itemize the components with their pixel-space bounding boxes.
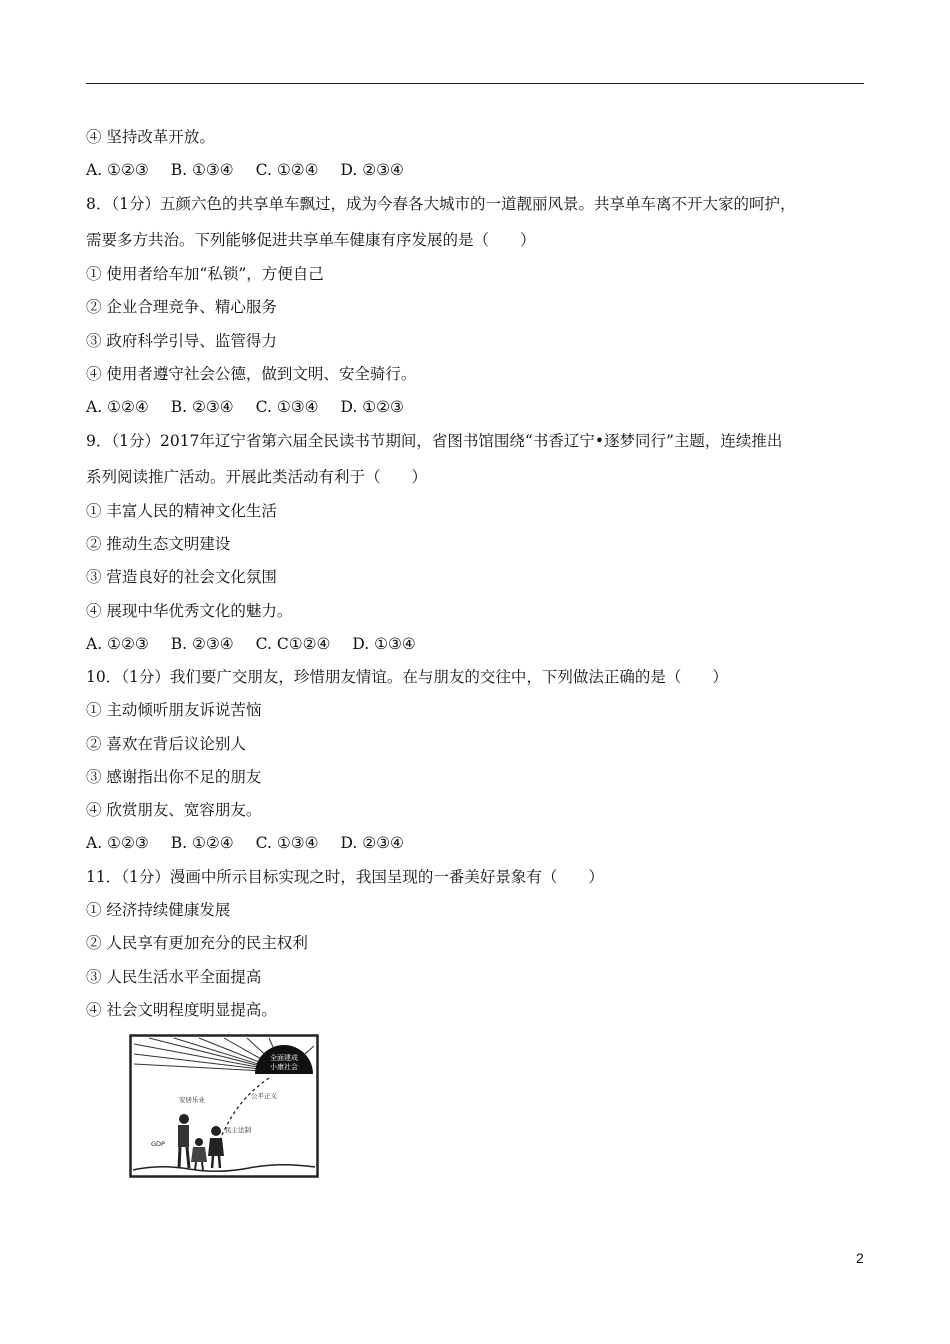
q9-answer-b[interactable]: B. ②③④	[170, 635, 234, 653]
q10-answer-a[interactable]: A. ①②③	[86, 834, 149, 852]
q8-answer-a[interactable]: A. ①②④	[86, 398, 149, 416]
q8-answer-choices	[86, 397, 426, 417]
label-democracy: 民主法制	[225, 1126, 251, 1134]
q9-option-1: ① 丰富人民的精神文化生活	[86, 502, 277, 520]
q10-answer-c[interactable]: C. ①③④	[255, 834, 319, 852]
q10-answer-choices	[86, 833, 426, 853]
q8-option-4: ④ 使用者遵守社会公德，做到文明、安全骑行。	[86, 365, 417, 383]
q9-stem-line-1: 9．（1分）2017年辽宁省第六届全民读书节期间，省图书馆围绕“书香辽宁•逐梦同行”主题，连续推出	[86, 432, 783, 450]
q9-option-4: ④ 展现中华优秀文化的魅力。	[86, 602, 293, 620]
q10-answer-d[interactable]: D. ②③④	[340, 834, 404, 852]
q9-option-3: ③ 营造良好的社会文化氛围	[86, 568, 277, 586]
q8-stem-line-2: 需要多方共治。下列能够促进共享单车健康有序发展的是（ ）	[86, 231, 536, 249]
header-rule	[86, 83, 864, 84]
q10-answer-b[interactable]: B. ①②④	[170, 834, 234, 852]
label-justice: 公平正义	[251, 1092, 277, 1100]
q9-stem-line-2: 系列阅读推广活动。开展此类活动有利于（ ）	[86, 468, 428, 486]
q11-option-2: ② 人民享有更加充分的民主权利	[86, 934, 308, 952]
q8-option-3: ③ 政府科学引导、监管得力	[86, 332, 277, 350]
q8-answer-d[interactable]: D. ①②③	[340, 398, 404, 416]
q10-option-3: ③ 感谢指出你不足的朋友	[86, 768, 262, 786]
sun-text-2: 小康社会	[270, 1063, 298, 1071]
q7-option-4: ④ 坚持改革开放。	[86, 128, 215, 146]
q8-option-1: ① 使用者给车加“私锁”，方便自己	[86, 265, 324, 283]
q11-option-1: ① 经济持续健康发展	[86, 901, 231, 919]
q11-option-4: ④ 社会文明程度明显提高。	[86, 1001, 277, 1019]
q7-answer-d[interactable]: D. ②③④	[340, 161, 404, 179]
q7-answer-a[interactable]: A. ①②③	[86, 161, 149, 179]
q8-stem-line-1: 8．（1分）五颜六色的共享单车飘过，成为今春各大城市的一道靓丽风景。共享单车离不开大家的呵护，	[86, 195, 796, 213]
q7-answer-choices	[86, 160, 426, 180]
cartoon-illustration	[129, 1034, 319, 1178]
label-harmony: 安居乐业	[179, 1096, 205, 1104]
page-number: 2	[856, 1250, 864, 1266]
q8-answer-c[interactable]: C. ①③④	[255, 398, 319, 416]
q10-stem-line-1: 10．（1分）我们要广交朋友，珍惜朋友情谊。在与朋友的交往中，下列做法正确的是（ ）	[86, 668, 728, 686]
q7-answer-c[interactable]: C. ①②④	[255, 161, 319, 179]
q11-option-3: ③ 人民生活水平全面提高	[86, 968, 262, 986]
q10-option-4: ④ 欣赏朋友、宽容朋友。	[86, 801, 262, 819]
q9-answer-c[interactable]: C. C①②④	[255, 635, 331, 653]
q9-option-2: ② 推动生态文明建设	[86, 535, 231, 553]
label-gdp: GDP	[151, 1140, 165, 1148]
q8-option-2: ② 企业合理竞争、精心服务	[86, 298, 277, 316]
q10-option-2: ② 喜欢在背后议论别人	[86, 735, 246, 753]
q7-answer-b[interactable]: B. ①③④	[170, 161, 234, 179]
q9-answer-d[interactable]: D. ①③④	[352, 635, 416, 653]
q11-stem-line-1: 11．（1分）漫画中所示目标实现之时，我国呈现的一番美好景象有（ ）	[86, 868, 604, 886]
q9-answer-choices	[86, 634, 438, 654]
q10-option-1: ① 主动倾听朋友诉说苦恼	[86, 701, 262, 719]
q8-answer-b[interactable]: B. ②③④	[170, 398, 234, 416]
q9-answer-a[interactable]: A. ①②③	[86, 635, 149, 653]
sun-text-1: 全面建成	[270, 1054, 298, 1062]
